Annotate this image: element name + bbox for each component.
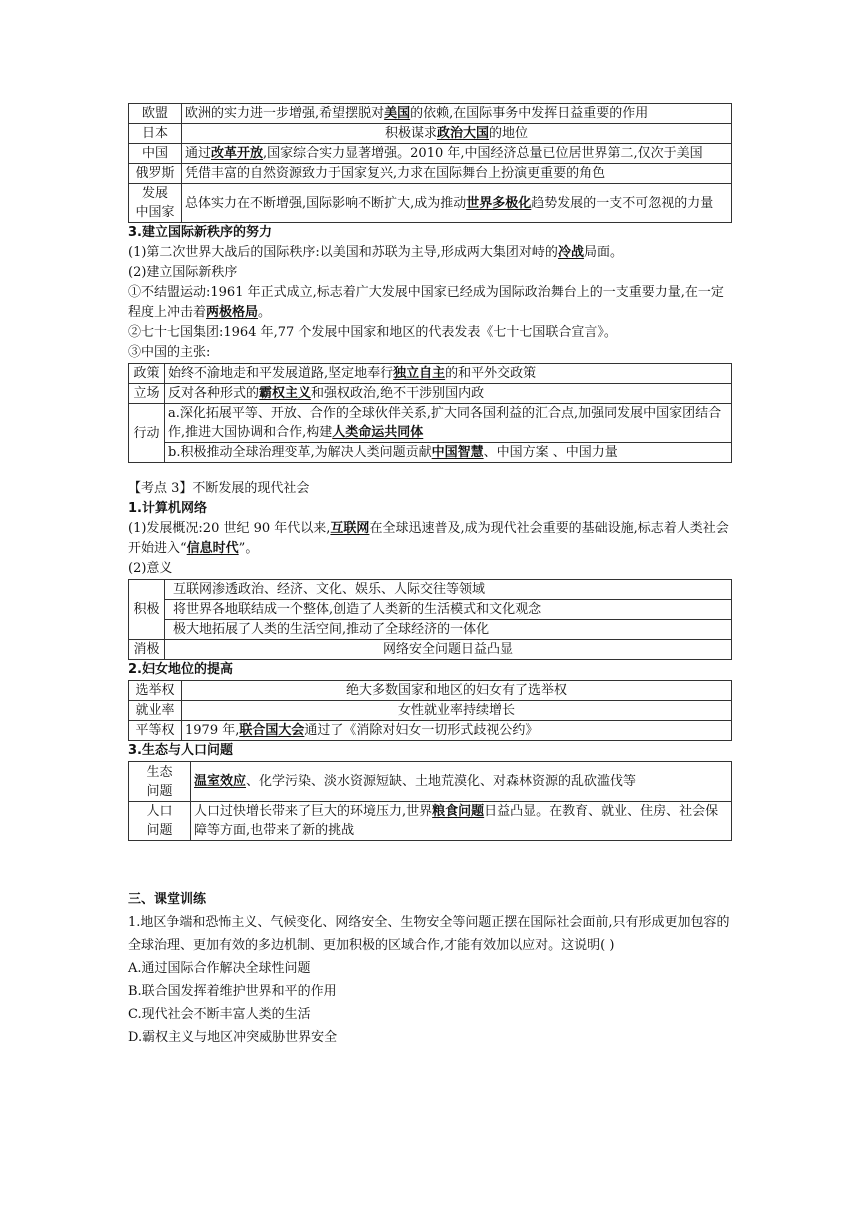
- row-content: 人口过快增长带来了巨大的环境压力,世界粮食问题日益凸显。在教育、就业、住房、社会保障等方面,也带来了新的挑战: [191, 802, 732, 841]
- table-row: [129, 721, 732, 741]
- table-row: [129, 802, 732, 841]
- table-row: [129, 144, 732, 164]
- keyword: 独立自主: [393, 366, 446, 381]
- document-page: [128, 103, 732, 1049]
- keyword: 温室效应: [194, 774, 247, 789]
- row-label: 俄罗斯: [129, 164, 182, 184]
- keyword: 改革开放: [211, 146, 264, 161]
- row-label: 欧盟: [129, 104, 182, 124]
- row-content: 极大地拓展了人类的生活空间,推动了全球经济的一体化: [165, 620, 732, 640]
- paragraph: ①不结盟运动:1961 年正式成立,标志着广大发展中国家已经成为国际政治舞台上的一支重要力量,在一定程度上冲击着两极格局。: [128, 285, 724, 320]
- row-content: 积极谋求政治大国的地位: [182, 124, 732, 144]
- row-content: 绝大多数国家和地区的妇女有了选举权: [182, 681, 732, 701]
- row-label: 平等权: [129, 721, 182, 741]
- keyword: 信息时代: [186, 541, 239, 556]
- table-row: [129, 443, 732, 463]
- paragraph: (1)第二次世界大战后的国际秩序:以美国和苏联为主导,形成两大集团对峙的冷战局面。: [128, 245, 623, 260]
- row-label: 选举权: [129, 681, 182, 701]
- keyword: 中国智慧: [431, 445, 484, 460]
- option-b[interactable]: B.联合国发挥着维护世界和平的作用: [128, 984, 337, 999]
- question-stem: 1.地区争端和恐怖主义、气候变化、网络安全、生物安全等问题正摆在国际社会面前,只有形成更加包容的全球治理、更加有效的多边机制、更加积极的区域合作,才能有效加以应对。这说明( ): [128, 915, 730, 953]
- paragraph: ②七十七国集团:1964 年,77 个发展中国家和地区的代表发表《七十七国联合宣言》。: [128, 325, 617, 340]
- table-row: [129, 164, 732, 184]
- row-label: 行动: [129, 404, 165, 463]
- row-label: 就业率: [129, 701, 182, 721]
- table-row: [129, 620, 732, 640]
- keyword: 两极格局: [206, 305, 259, 320]
- paragraph: ③中国的主张:: [128, 345, 211, 360]
- table-row: [129, 404, 732, 443]
- ecology-population-table: [128, 761, 732, 841]
- section-heading: 三、课堂训练: [128, 892, 207, 907]
- keyword: 粮食问题: [432, 804, 485, 819]
- table-row: [129, 580, 732, 600]
- row-content: 温室效应、化学污染、淡水资源短缺、土地荒漠化、对森林资源的乱砍滥伐等: [191, 762, 732, 802]
- paragraph: (1)发展概况:20 世纪 90 年代以来,互联网在全球迅速普及,成为现代社会重要的基础设施,标志着人类社会开始进入“信息时代”。: [128, 521, 729, 556]
- keyword: 政治大国: [436, 126, 489, 141]
- row-content: 始终不渝地走和平发展道路,坚定地奉行独立自主的和平外交政策: [165, 364, 732, 384]
- table-row: [129, 124, 732, 144]
- keyword: 冷战: [557, 245, 584, 260]
- paragraph: (2)建立国际新秩序: [128, 265, 238, 280]
- row-content: 通过改革开放,国家综合实力显著增强。2010 年,中国经济总量已位居世界第二,仅次于美国: [182, 144, 732, 164]
- section-heading: 2.妇女地位的提高: [128, 662, 233, 677]
- row-content: 反对各种形式的霸权主义和强权政治,绝不干涉别国内政: [165, 384, 732, 404]
- row-label: 人口 问题: [129, 802, 191, 841]
- network-significance-table: [128, 579, 732, 660]
- section-heading: 3.生态与人口问题: [128, 743, 233, 758]
- row-label: 中国: [129, 144, 182, 164]
- table-row: [129, 640, 732, 660]
- keyword: 人类命运共同体: [332, 425, 424, 440]
- row-label: 日本: [129, 124, 182, 144]
- row-content: 凭借丰富的自然资源致力于国家复兴,力求在国际舞台上扮演更重要的角色: [182, 164, 732, 184]
- keyword: 霸权主义: [259, 386, 312, 401]
- row-content: a.深化拓展平等、开放、合作的全球伙伴关系,扩大同各国利益的汇合点,加强同发展中国家团结合作,推进大国协调和合作,构建人类命运共同体: [165, 404, 732, 443]
- row-label: 消极: [129, 640, 165, 660]
- keyword: 美国: [384, 106, 411, 121]
- option-a[interactable]: A.通过国际合作解决全球性问题: [128, 961, 311, 976]
- row-label: 发展 中国家: [129, 184, 182, 223]
- keyword: 联合国大会: [239, 723, 305, 738]
- keyword: 世界多极化: [466, 195, 532, 211]
- row-content: 总体实力在不断增强,国际影响不断扩大,成为推动世界多极化趋势发展的一支不可忽视的力量: [182, 184, 732, 223]
- table-row: [129, 384, 732, 404]
- paragraph: (2)意义: [128, 561, 173, 576]
- row-content: 将世界各地联结成一个整体,创造了人类新的生活模式和文化观念: [165, 600, 732, 620]
- option-d[interactable]: D.霸权主义与地区冲突威胁世界安全: [128, 1030, 338, 1045]
- row-content: 女性就业率持续增长: [182, 701, 732, 721]
- option-c[interactable]: C.现代社会不断丰富人类的生活: [128, 1007, 311, 1022]
- section-heading: 3.建立国际新秩序的努力: [128, 225, 272, 240]
- row-content: 1979 年,联合国大会通过了《消除对妇女一切形式歧视公约》: [182, 721, 732, 741]
- row-content: 欧洲的实力进一步增强,希望摆脱对美国的依赖,在国际事务中发挥日益重要的作用: [182, 104, 732, 124]
- row-label: 积极: [129, 580, 165, 640]
- table-row: [129, 364, 732, 384]
- row-label: 立场: [129, 384, 165, 404]
- table-row: [129, 681, 732, 701]
- table-row: [129, 762, 732, 802]
- row-content: 网络安全问题日益凸显: [165, 640, 732, 660]
- row-label: 政策: [129, 364, 165, 384]
- row-content: 互联网渗透政治、经济、文化、娱乐、人际交往等领域: [165, 580, 732, 600]
- keyword: 互联网: [330, 521, 370, 536]
- table-row: [129, 701, 732, 721]
- powers-table: [128, 103, 732, 223]
- table-row: [129, 104, 732, 124]
- china-stance-table: [128, 363, 732, 463]
- row-label: 生态 问题: [129, 762, 191, 802]
- section-heading: 1.计算机网络: [128, 501, 207, 516]
- topic-heading: 【考点 3】不断发展的现代社会: [128, 481, 310, 496]
- women-status-table: [128, 680, 732, 741]
- table-row: [129, 600, 732, 620]
- row-content: b.积极推动全球治理变革,为解决人类问题贡献中国智慧、中国方案 、中国力量: [165, 443, 732, 463]
- table-row: [129, 184, 732, 223]
